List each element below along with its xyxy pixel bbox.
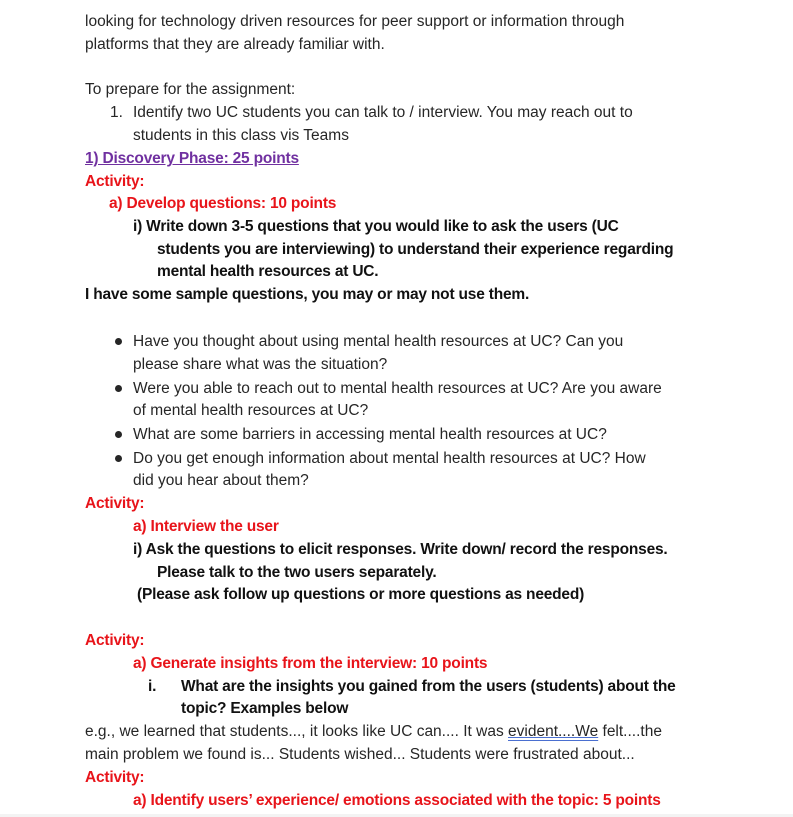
activity-3-sub-i-line-2: topic? Examples below (181, 700, 349, 717)
bullet-4-line-2: did you hear about them? (133, 472, 309, 489)
example-line-1 (85, 721, 662, 743)
bullet-2-line-2: of mental health resources at UC? (133, 402, 369, 419)
bullet-dot (115, 338, 122, 345)
example-line-1-end: felt....the (598, 723, 662, 740)
bullet-dot (115, 431, 122, 438)
activity-1-sub-a: a) Develop questions: 10 points (109, 195, 337, 212)
spellcheck-evident-word[interactable]: evident....We (508, 723, 599, 740)
bullet-4-line-1: Do you get enough information about mental health resources at UC? How (133, 450, 646, 467)
activity-3-sub-i-number: i. (148, 678, 157, 695)
activity-2-note: (Please ask follow up questions or more questions as needed) (137, 586, 585, 603)
intro-line-1: looking for technology driven resources for peer support or information through (85, 13, 625, 30)
bullet-dot (115, 385, 122, 392)
bullet-dot (115, 455, 122, 462)
sample-questions-intro: I have some sample questions, you may or may not use them. (85, 286, 530, 303)
activity-1-label: Activity: (85, 173, 145, 190)
bullet-2-line-1: Were you able to reach out to mental health resources at UC? Are you aware (133, 380, 662, 397)
activity-4-sub-a: a) Identify users’ experience/ emotions associated with the topic: 5 points (133, 792, 661, 809)
activity-4-label: Activity: (85, 769, 145, 786)
prepare-item-number: 1. (110, 104, 123, 121)
intro-line-2: platforms that they are already familiar with. (85, 36, 385, 53)
example-line-1-start: e.g., we learned that students..., it looks like UC can.... It was (85, 723, 509, 740)
prepare-heading: To prepare for the assignment: (85, 81, 296, 98)
example-line-2: main problem we found is... Students wished... Students were frustrated about... (85, 746, 635, 763)
activity-2-sub-i-line-1: i) Ask the questions to elicit responses. Write down/ record the responses. (133, 541, 668, 558)
bullet-3-line-1: What are some barriers in accessing mental health resources at UC? (133, 426, 607, 443)
activity-2-sub-i-line-2: Please talk to the two users separately. (157, 564, 437, 581)
activity-3-sub-a: a) Generate insights from the interview: 10 points (133, 655, 488, 672)
prepare-item-line-2: students in this class vis Teams (133, 127, 349, 144)
activity-3-label: Activity: (85, 632, 145, 649)
activity-2-label: Activity: (85, 495, 145, 512)
activity-1-sub-i-line-3: mental health resources at UC. (157, 263, 379, 280)
activity-1-sub-i-line-1: i) Write down 3-5 questions that you would like to ask the users (UC (133, 218, 619, 235)
activity-3-sub-i-line-1: What are the insights you gained from the users (students) about the (181, 678, 676, 695)
activity-2-sub-a: a) Interview the user (133, 518, 279, 535)
discovery-phase-heading: 1) Discovery Phase: 25 points (85, 150, 299, 167)
bullet-1-line-1: Have you thought about using mental health resources at UC? Can you (133, 333, 624, 350)
bullet-1-line-2: please share what was the situation? (133, 356, 388, 373)
prepare-item-line-1: Identify two UC students you can talk to / interview. You may reach out to (133, 104, 633, 121)
activity-1-sub-i-line-2: students you are interviewing) to understand their experience regarding (157, 241, 674, 258)
